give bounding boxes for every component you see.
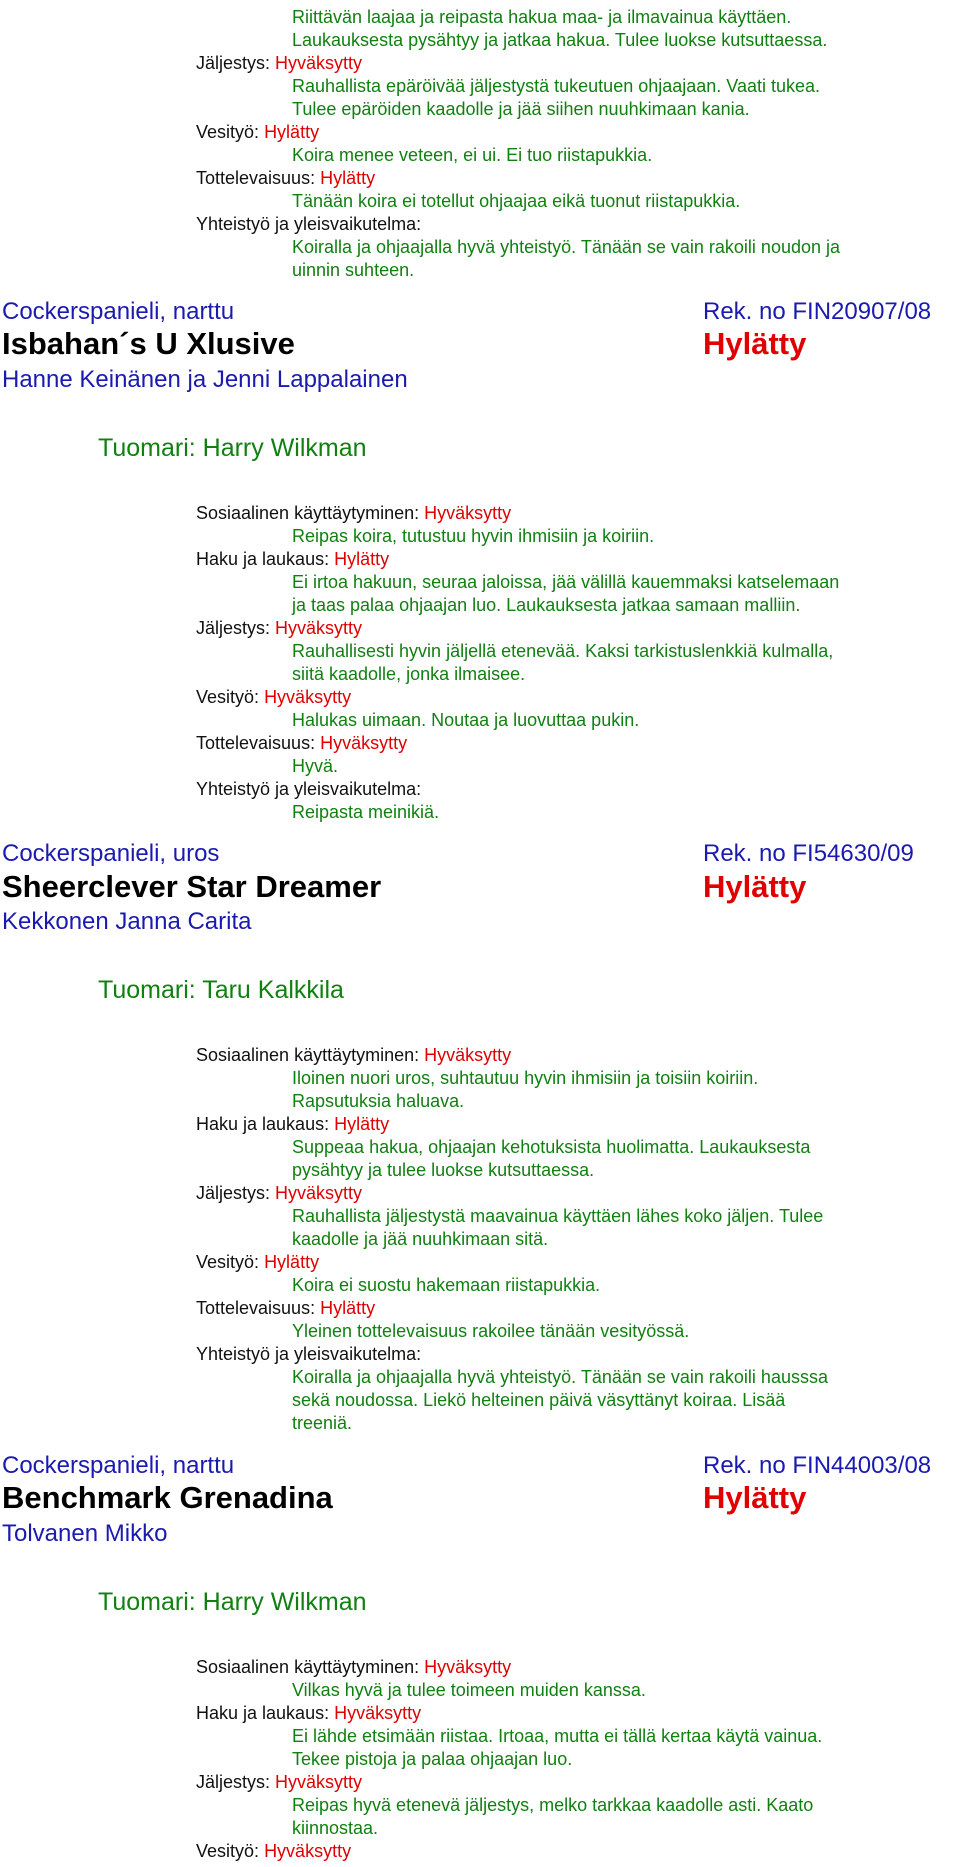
criterion-vesityo: Vesityö: Hyväksytty — [196, 1841, 352, 1861]
dog-breed: Cockerspanieli, uros — [2, 840, 220, 867]
comment-tottelevaisuus: Hyvä. — [292, 756, 339, 776]
comment-haku: Suppeaa hakua, ohjaajan kehotuksista huolimatta. Laukauksesta pysähtyy ja tulee luokse kutsuttaessa. — [292, 1137, 811, 1180]
comment-haku-cont: Riittävän laajaa ja reipasta hakua maa- ja ilmavainua käyttäen. Laukauksesta pysähtyy ja jatkaa hakua. Tulee luokse kutsuttaessa. — [292, 7, 828, 50]
criterion-yhteistyo: Yhteistyö ja yleisvaikutelma: — [196, 779, 422, 799]
criterion-sosiaalinen: Sosiaalinen käyttäytyminen: Hyväksytty — [196, 1045, 512, 1065]
verdict: Hylätty — [703, 326, 807, 361]
criterion-vesityo: Vesityö: Hyväksytty — [196, 687, 352, 707]
criterion-sosiaalinen: Sosiaalinen käyttäytyminen: Hyväksytty — [196, 503, 512, 523]
owner: Tolvanen Mikko — [2, 1520, 168, 1547]
registration-number: Rek. no FI54630/09 — [703, 840, 914, 867]
criterion-tottelevaisuus: Tottelevaisuus: Hylätty — [196, 1298, 376, 1318]
verdict: Hylätty — [703, 869, 807, 904]
criterion-yhteistyo: Yhteistyö ja yleisvaikutelma: — [196, 1344, 422, 1364]
criterion-tottelevaisuus: Tottelevaisuus: Hyväksytty — [196, 733, 408, 753]
comment-vesityo: Halukas uimaan. Noutaa ja luovuttaa pukin. — [292, 710, 640, 730]
criterion-haku: Haku ja laukaus: Hylätty — [196, 549, 390, 569]
comment-vesityo: Koira ei suostu hakemaan riistapukkia. — [292, 1275, 601, 1295]
criterion-tottelevaisuus: Tottelevaisuus: Hylätty — [196, 168, 376, 188]
dog-breed: Cockerspanieli, narttu — [2, 298, 235, 325]
criterion-yhteistyo: Yhteistyö ja yleisvaikutelma: — [196, 214, 422, 234]
comment-vesityo: Koira menee veteen, ei ui. Ei tuo riistapukkia. — [292, 145, 653, 165]
dog-breed: Cockerspanieli, narttu — [2, 1452, 235, 1479]
owner: Hanne Keinänen ja Jenni Lappalainen — [2, 366, 408, 393]
comment-jaljestys: Rauhallisesti hyvin jäljellä etenevää. Kaksi tarkistuslenkkiä kulmalla, siitä kaadolle, jonka ilmaisee. — [292, 641, 834, 684]
criterion-haku: Haku ja laukaus: Hyväksytty — [196, 1703, 422, 1723]
criterion-vesityo: Vesityö: Hylätty — [196, 122, 320, 142]
judge: Tuomari: Taru Kalkkila — [98, 976, 344, 1004]
comment-haku: Ei lähde etsimään riistaa. Irtoaa, mutta ei tällä kertaa käytä vainua. Tekee pistoja ja palaa ohjaajan luo. — [292, 1726, 823, 1769]
dog-name: Benchmark Grenadina — [2, 1480, 333, 1515]
comment-yhteistyo: Koiralla ja ohjaajalla hyvä yhteistyö. Tänään se vain rakoili hausssa sekä noudossa. Liekö helteinen päivä väsyttänyt koiraa. Lisää treeniä. — [292, 1367, 828, 1433]
comment-yhteistyo: Reipasta meinikiä. — [292, 802, 440, 822]
comment-haku: Ei irtoa hakuun, seuraa jaloissa, jää välillä kauemmaksi katselemaan ja taas palaa ohjaajan luo. Laukauksesta jatkaa samaan malliin. — [292, 572, 840, 615]
comment-sosiaalinen: Reipas koira, tutustuu hyvin ihmisiin ja koiriin. — [292, 526, 655, 546]
criterion-jaljestys: Jäljestys: Hyväksytty — [196, 618, 363, 638]
comment-sosiaalinen: Vilkas hyvä ja tulee toimeen muiden kanssa. — [292, 1680, 646, 1700]
criterion-vesityo: Vesityö: Hylätty — [196, 1252, 320, 1272]
registration-number: Rek. no FIN44003/08 — [703, 1452, 932, 1479]
comment-jaljestys: Rauhallista jäljestystä maavainua käyttäen lähes koko jäljen. Tulee kaadolle ja jää nuuhkimaan sitä. — [292, 1206, 824, 1249]
comment-sosiaalinen: Iloinen nuori uros, suhtautuu hyvin ihmisiin ja toisiin koiriin. Rapsutuksia haluava. — [292, 1068, 759, 1111]
judge: Tuomari: Harry Wilkman — [98, 1588, 367, 1616]
criterion-jaljestys: Jäljestys: Hyväksytty — [196, 1183, 363, 1203]
comment-tottelevaisuus: Tänään koira ei totellut ohjaajaa eikä tuonut riistapukkia. — [292, 191, 741, 211]
criterion-haku: Haku ja laukaus: Hylätty — [196, 1114, 390, 1134]
judge: Tuomari: Harry Wilkman — [98, 434, 367, 462]
criterion-jaljestys: Jäljestys: Hyväksytty — [196, 53, 363, 73]
registration-number: Rek. no FIN20907/08 — [703, 298, 932, 325]
comment-yhteistyo: Koiralla ja ohjaajalla hyvä yhteistyö. Tänään se vain rakoili noudon ja uinnin suhteen. — [292, 237, 841, 280]
criterion-jaljestys: Jäljestys: Hyväksytty — [196, 1772, 363, 1792]
dog-name: Sheerclever Star Dreamer — [2, 869, 382, 904]
owner: Kekkonen Janna Carita — [2, 908, 252, 935]
verdict: Hylätty — [703, 1480, 807, 1515]
dog-name: Isbahan´s U Xlusive — [2, 326, 295, 361]
comment-jaljestys: Reipas hyvä etenevä jäljestys, melko tarkkaa kaadolle asti. Kaato kiinnostaa. — [292, 1795, 814, 1838]
comment-tottelevaisuus: Yleinen tottelevaisuus rakoilee tänään vesityössä. — [292, 1321, 690, 1341]
comment-jaljestys: Rauhallista epäröivää jäljestystä tukeutuen ohjaajaan. Vaati tukea. Tulee epäröiden kaadolle ja jää siihen nuuhkimaan kania. — [292, 76, 821, 119]
criterion-sosiaalinen: Sosiaalinen käyttäytyminen: Hyväksytty — [196, 1657, 512, 1677]
